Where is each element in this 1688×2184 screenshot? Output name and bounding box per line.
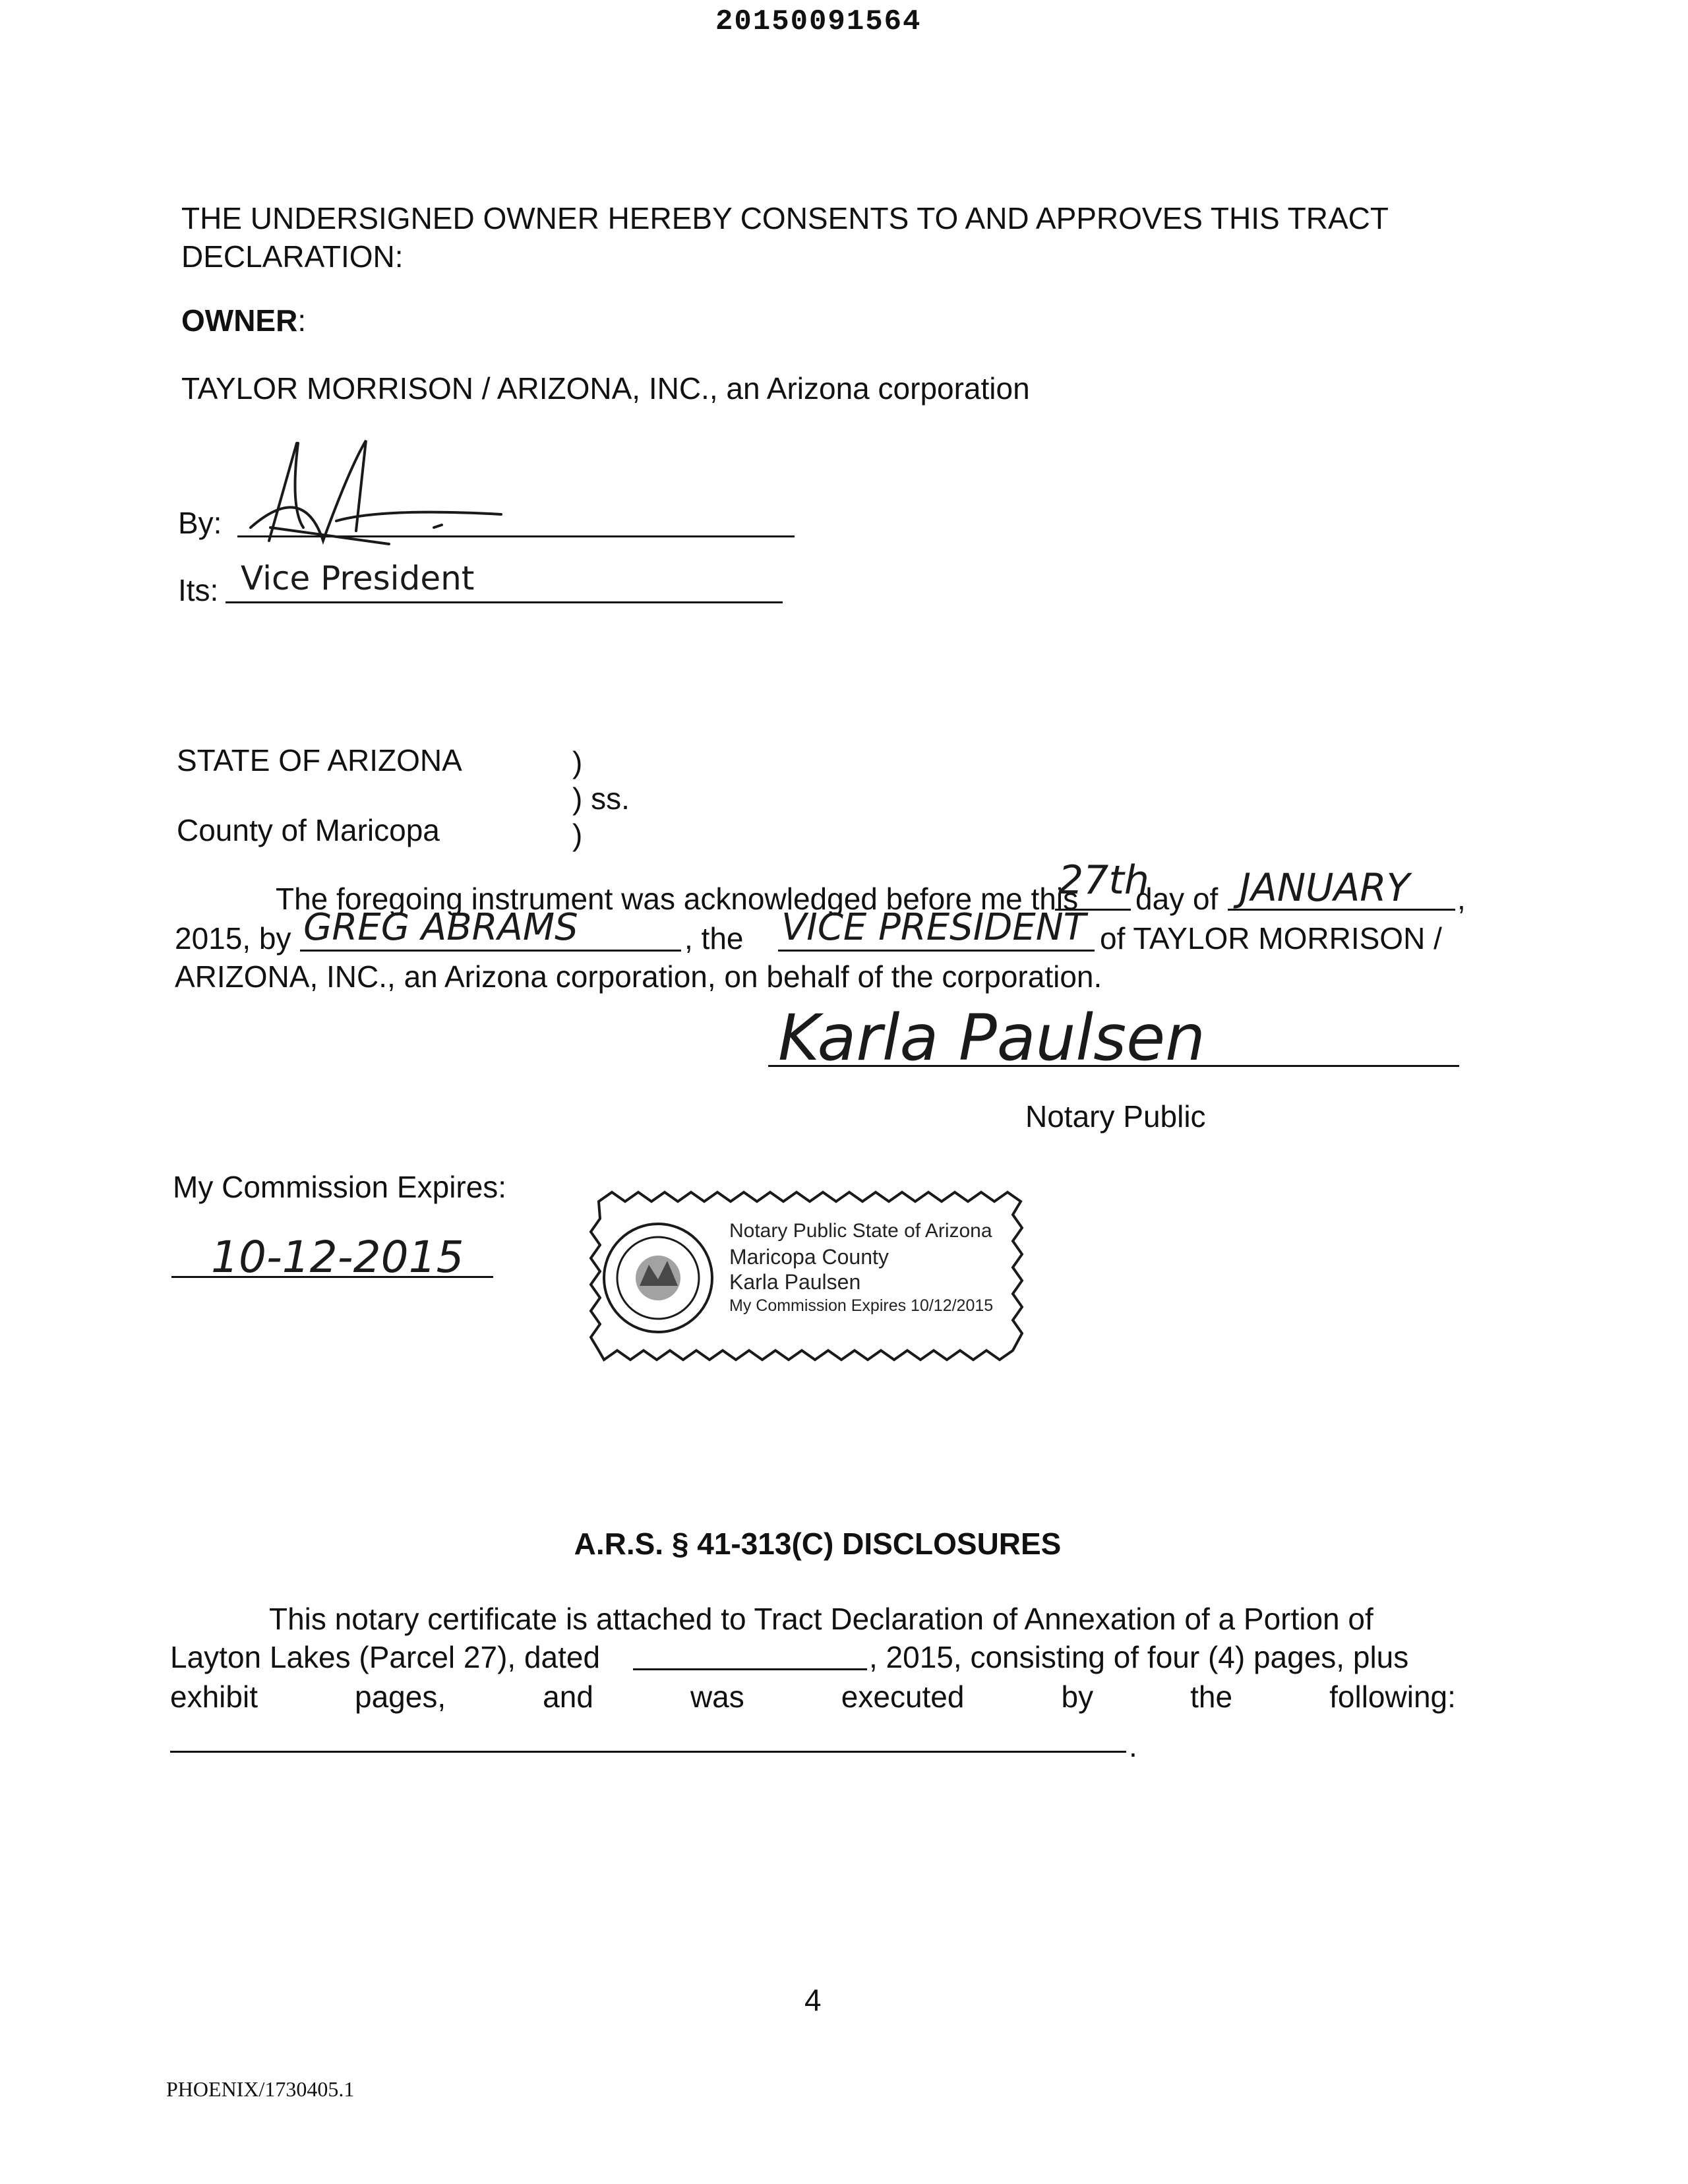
ack-line1-comma: ,	[1457, 882, 1466, 916]
record-number: 20150091564	[715, 5, 922, 38]
disclosures-end-period: .	[1129, 1729, 1137, 1763]
disclosures-date-line	[633, 1668, 867, 1670]
ack-month-line	[1228, 909, 1455, 911]
seal-line1: Notary Public State of Arizona	[729, 1220, 992, 1242]
owner-label-row	[181, 305, 306, 336]
notary-signature: Karla Paulsen	[778, 1001, 1205, 1075]
document-reference: PHOENIX/1730405.1	[166, 2077, 355, 2101]
owner-name: TAYLOR MORRISON / ARIZONA, INC., an Arizona corporation	[181, 371, 1030, 406]
ack-month-handwritten: JANUARY	[1240, 865, 1410, 910]
disclosures-word-6: by	[1061, 1680, 1094, 1714]
seal-line4: My Commission Expires 10/12/2015	[729, 1296, 994, 1315]
disclosures-title: A.R.S. § 41-313(C) DISCLOSURES	[574, 1527, 1062, 1561]
disclosures-line2-end: , 2015, consisting of four (4) pages, plus	[869, 1640, 1409, 1674]
ack-line1-text: The foregoing instrument was acknowledged before me this	[276, 882, 1079, 916]
its-value-handwritten: Vice President	[241, 559, 475, 597]
consent-statement-line1: THE UNDERSIGNED OWNER HEREBY CONSENTS TO AND APPROVES THIS TRACT	[181, 201, 1389, 235]
ack-day-handwritten: 27th	[1058, 857, 1149, 903]
notary-seal-stamp	[586, 1187, 1034, 1365]
consent-statement-line2: DECLARATION:	[181, 239, 404, 274]
ack-title-line	[778, 950, 1095, 952]
owner-label: OWNER	[181, 303, 298, 338]
disclosures-word-4: was	[690, 1680, 744, 1714]
commission-date-line	[171, 1276, 493, 1278]
its-label: Its:	[178, 573, 219, 607]
venue-paren-ss: ) ss.	[572, 781, 630, 816]
disclosures-word-1: exhibit	[170, 1680, 258, 1714]
disclosures-word-3: and	[543, 1680, 593, 1714]
notary-signature-line	[768, 1065, 1459, 1067]
venue-paren-top: )	[572, 745, 583, 779]
seal-line2: Maricopa County	[729, 1245, 889, 1269]
disclosures-word-5: executed	[841, 1680, 965, 1714]
commission-date-handwritten: 10-12-2015	[211, 1232, 464, 1283]
disclosures-word-8: following:	[1329, 1680, 1456, 1714]
venue-state: STATE OF ARIZONA	[177, 743, 462, 777]
disclosures-line2-start: Layton Lakes (Parcel 27), dated	[170, 1640, 601, 1674]
ack-line2-start: 2015, by	[175, 921, 291, 956]
page-number: 4	[804, 1983, 822, 2017]
ack-title-handwritten: VICE PRESIDENT	[781, 906, 1086, 949]
owner-label-colon: :	[297, 303, 307, 338]
owner-signature-drawing	[224, 429, 534, 554]
disclosures-line1: This notary certificate is attached to Tract Declaration of Annexation of a Portion of	[269, 1602, 1373, 1636]
disclosures-executed-by-line	[170, 1751, 1126, 1753]
disclosures-word-2: pages,	[355, 1680, 446, 1714]
ack-line2-the: , the	[684, 921, 744, 956]
ack-line3: ARIZONA, INC., an Arizona corporation, on behalf of the corporation.	[175, 959, 1102, 994]
venue-paren-bottom: )	[572, 818, 583, 852]
ack-signer-line	[300, 950, 681, 952]
venue-county: County of Maricopa	[177, 813, 440, 847]
disclosures-line3	[170, 1682, 1456, 1712]
its-line	[226, 601, 783, 603]
ack-signer-handwritten: GREG ABRAMS	[303, 906, 578, 949]
ack-day-of: day of	[1135, 882, 1219, 916]
ack-line2-end: of TAYLOR MORRISON /	[1100, 921, 1442, 956]
by-label: By:	[178, 506, 222, 540]
notary-public-label: Notary Public	[1025, 1099, 1206, 1134]
seal-line3: Karla Paulsen	[729, 1270, 861, 1294]
disclosures-word-7: the	[1190, 1680, 1233, 1714]
commission-label: My Commission Expires:	[173, 1170, 507, 1204]
